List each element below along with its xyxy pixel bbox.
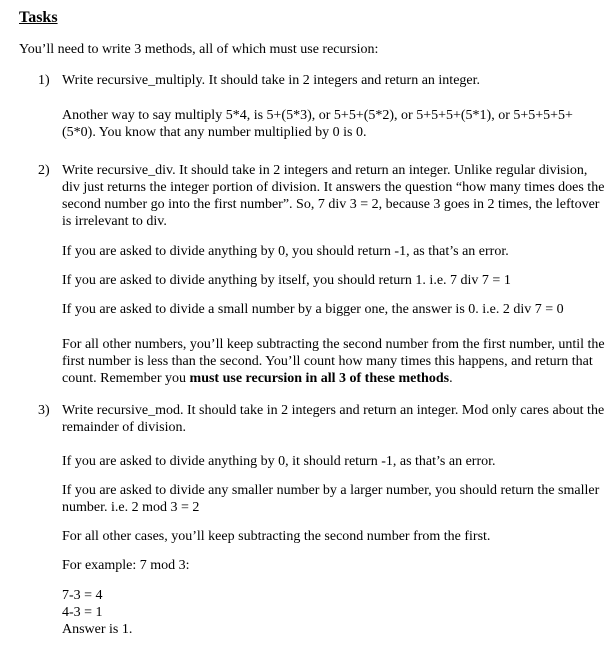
task-2-final-text: For all other numbers, you’ll keep subtracting the second number from the first number, until the first number is less than the second. You’ll count how many times this happens, and return that count. Remember you	[62, 337, 605, 386]
task-1-paragraph-1: Another way to say multiply 5*4, is 5+(5*3), or 5+5+(5*2), or 5+5+5+(5*1), or 5+5+5+5+(5*0). You know that any number multiplied by 0 is 0.	[62, 108, 573, 140]
task-2-paragraph-2: If you are asked to divide anything by itself, you should return 1. i.e. 7 div 7 = 1	[62, 273, 511, 288]
task-3-paragraph-1: If you are asked to divide anything by 0, it should return -1, as that’s an error.	[62, 454, 496, 469]
task-2-heading: Write recursive_div. It should take in 2 integers and return an integer. Unlike regular division, div just returns the integer portion of division. It answers the question “how many times does the second number go into the first number”. So, 7 div 3 = 2, because 3 goes in 2 times, the leftover is irrelevant to div.	[62, 163, 605, 229]
task-2-final-paragraph	[62, 336, 606, 387]
task-3-example-line-2: 4-3 = 1	[62, 605, 103, 620]
task-2-final-emphasis: must use recursion in all 3 of these methods	[189, 371, 450, 386]
task-3-number: 3)	[38, 403, 50, 418]
task-2-paragraph-3: If you are asked to divide a small number by a bigger one, the answer is 0. i.e. 2 div 7 = 0	[62, 302, 564, 317]
task-2-paragraph-1: If you are asked to divide anything by 0, you should return -1, as that’s an error.	[62, 244, 509, 259]
task-1	[19, 72, 606, 141]
task-3-paragraph-3: For all other cases, you’ll keep subtracting the second number from the first.	[62, 529, 491, 544]
task-3-paragraph-2: If you are asked to divide any smaller number by a larger number, you should return the smaller number. i.e. 2 mod 3 = 2	[62, 483, 600, 515]
task-3-example	[62, 587, 606, 638]
task-3-example-line-3: Answer is 1.	[62, 622, 133, 637]
task-3	[19, 402, 606, 638]
page-title: Tasks	[19, 9, 58, 26]
intro-text: You’ll need to write 3 methods, all of which must use recursion:	[19, 42, 379, 57]
task-3-paragraph-4: For example: 7 mod 3:	[62, 558, 190, 573]
task-2	[19, 162, 606, 387]
task-3-example-line-1: 7-3 = 4	[62, 588, 103, 603]
task-1-number: 1)	[38, 73, 50, 88]
task-2-final-end: .	[449, 371, 453, 386]
task-3-heading: Write recursive_mod. It should take in 2 integers and return an integer. Mod only cares about the remainder of division.	[62, 403, 605, 435]
task-1-heading: Write recursive_multiply. It should take in 2 integers and return an integer.	[62, 73, 481, 88]
task-2-number: 2)	[38, 163, 50, 178]
